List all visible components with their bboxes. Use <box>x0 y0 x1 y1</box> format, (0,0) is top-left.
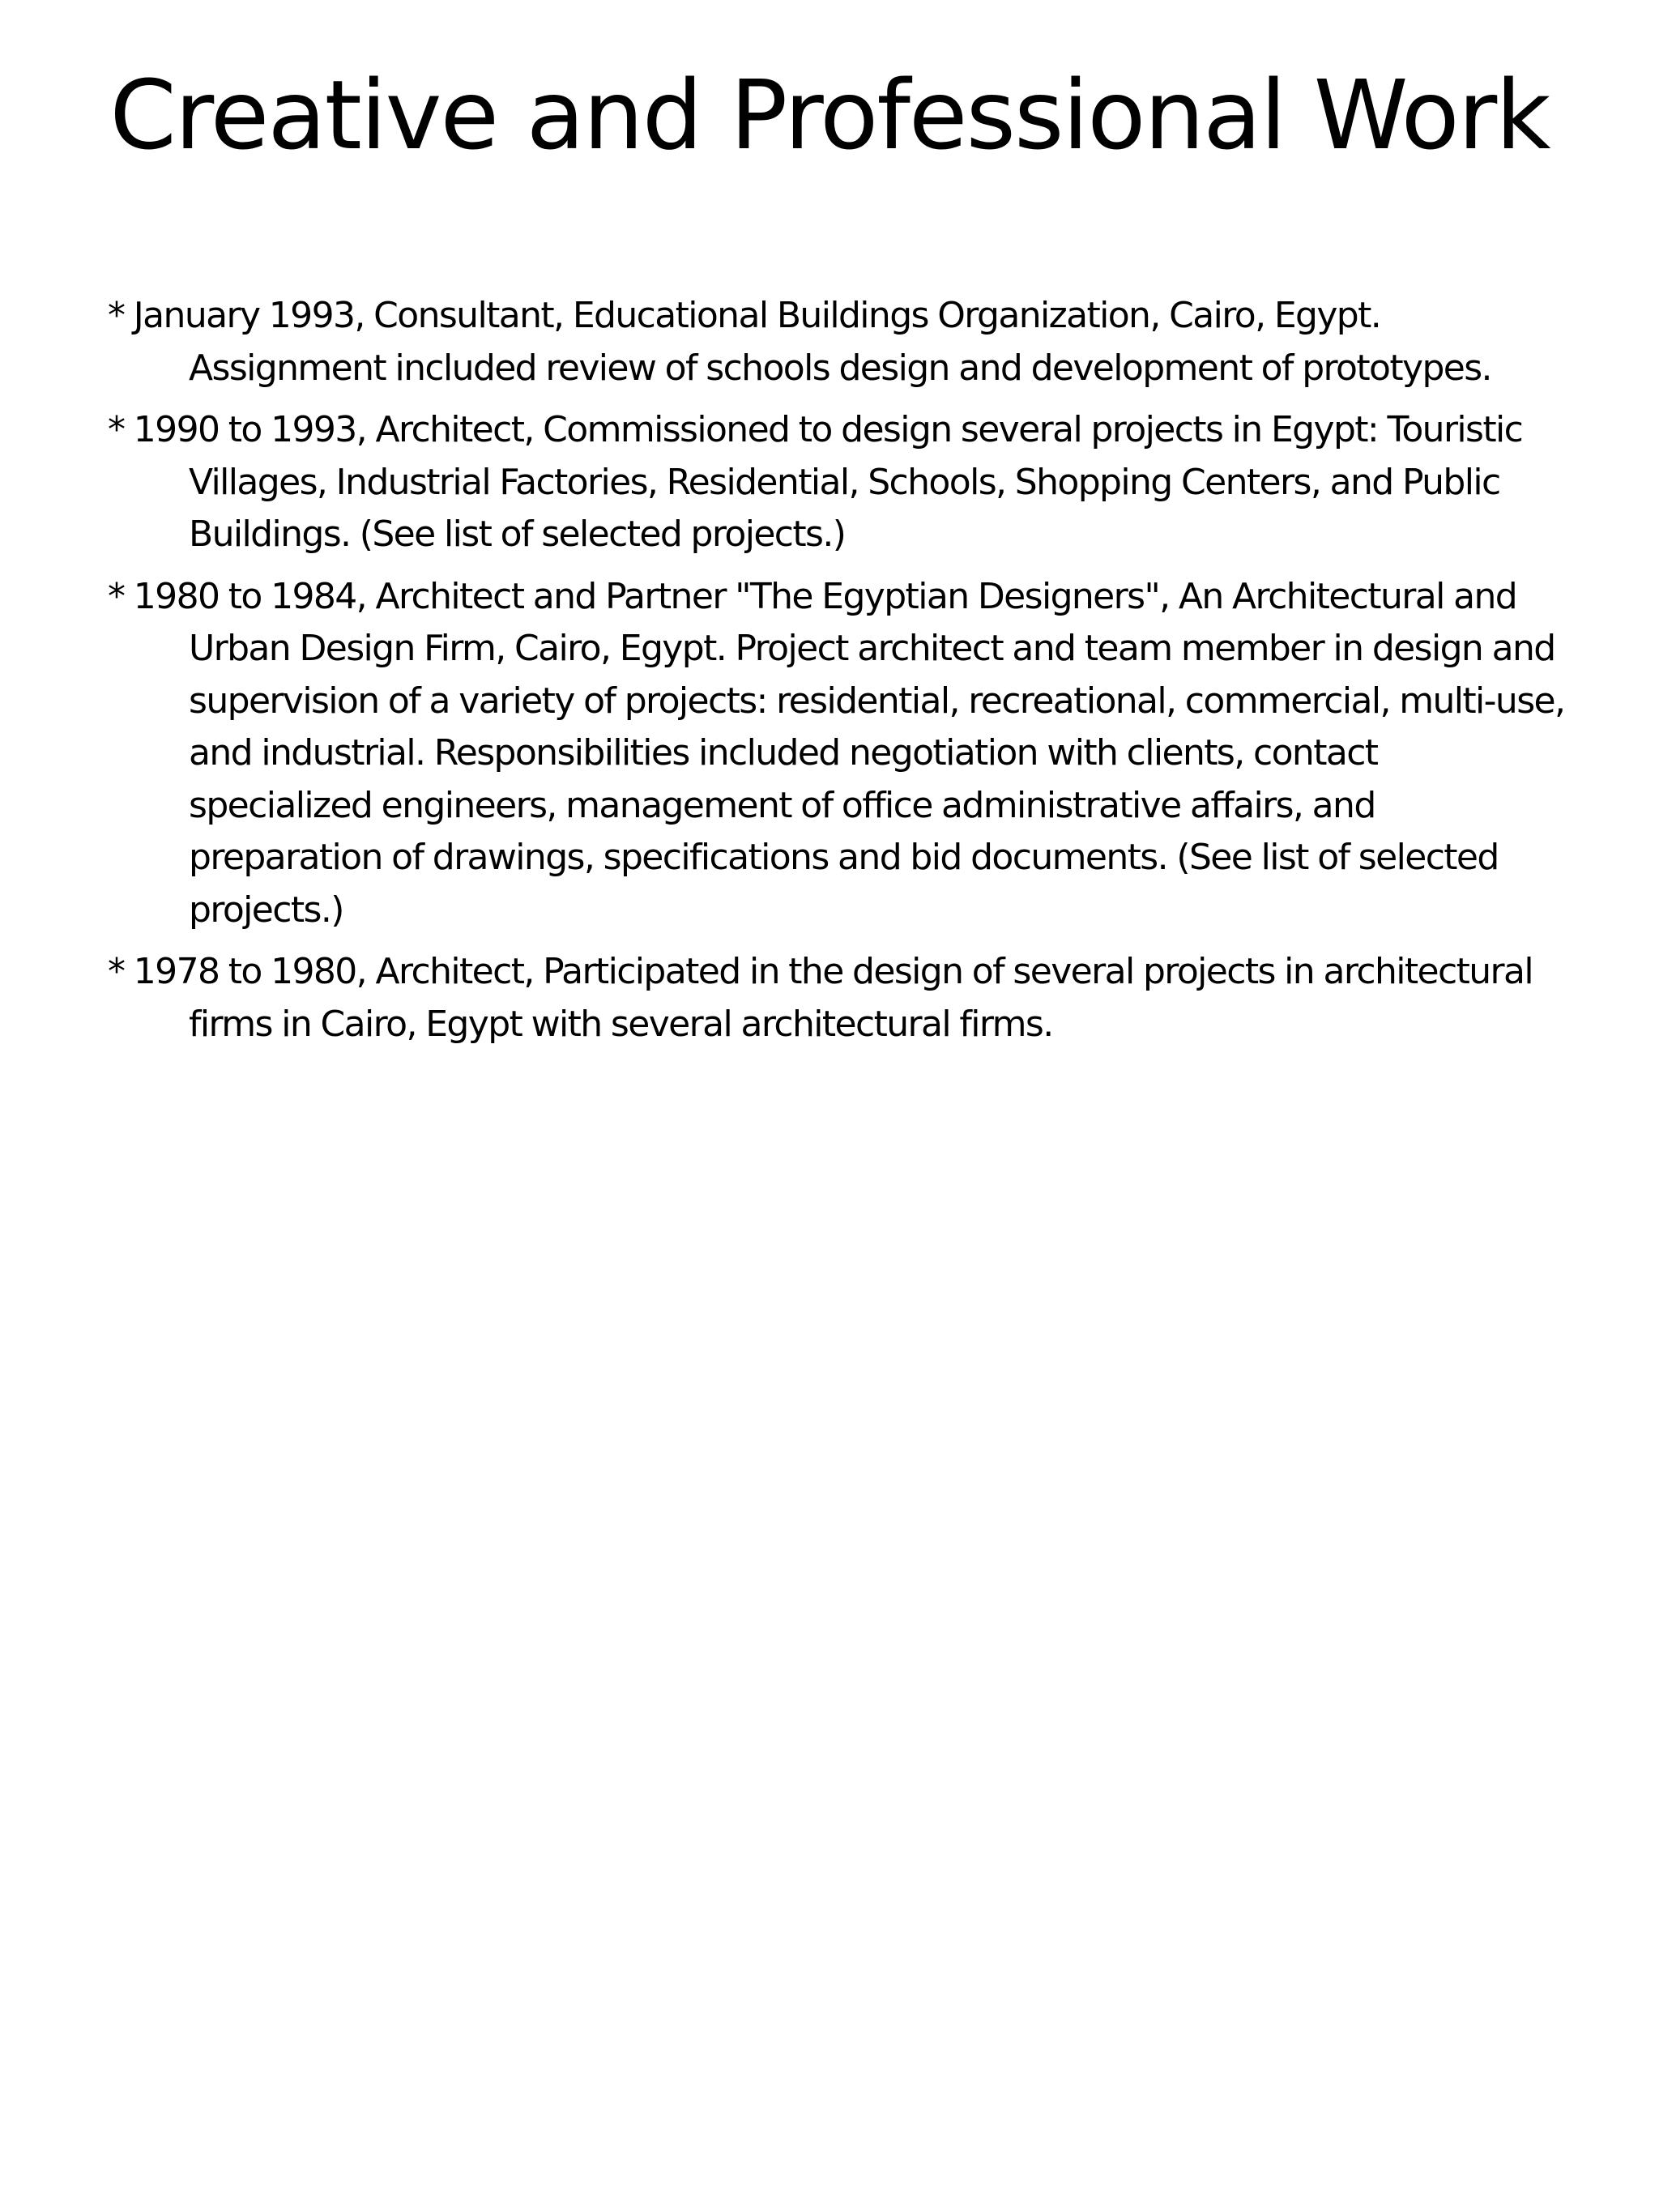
work-entry-1990-1993-architect: * 1990 to 1993, Architect, Commissioned to design several projects in Egypt: Touristic Villages, Industrial Factories, Residential, Schools, Shopping Centers, and Public Buildings. (See list of selected projects.) <box>108 409 1523 555</box>
work-entry-1993-consultant: * January 1993, Consultant, Educational Buildings Organization, Cairo, Egypt. Assignment included review of schools design and development of prototypes. <box>108 295 1491 389</box>
work-entry-1980-1984-partner: * 1980 to 1984, Architect and Partner "The Egyptian Designers", An Architectural and Urban Design Firm, Cairo, Egypt. Project architect and team member in design and supervision of a variety of projects: residential, recreational, commercial, multi-use, and industrial. Responsibilities included negotiation with clients, contact specialized engineers, management of office administrative affairs, and preparation of drawings, specifications and bid documents. (See list of selected projects.) <box>108 575 1565 931</box>
work-entries-list <box>108 290 1566 1060</box>
work-entry-1978-1980-architect: * 1978 to 1980, Architect, Participated in the design of several projects in architectural firms in Cairo, Egypt with several architectural firms. <box>108 951 1533 1045</box>
page-title: Creative and Professional Work <box>109 59 1550 171</box>
